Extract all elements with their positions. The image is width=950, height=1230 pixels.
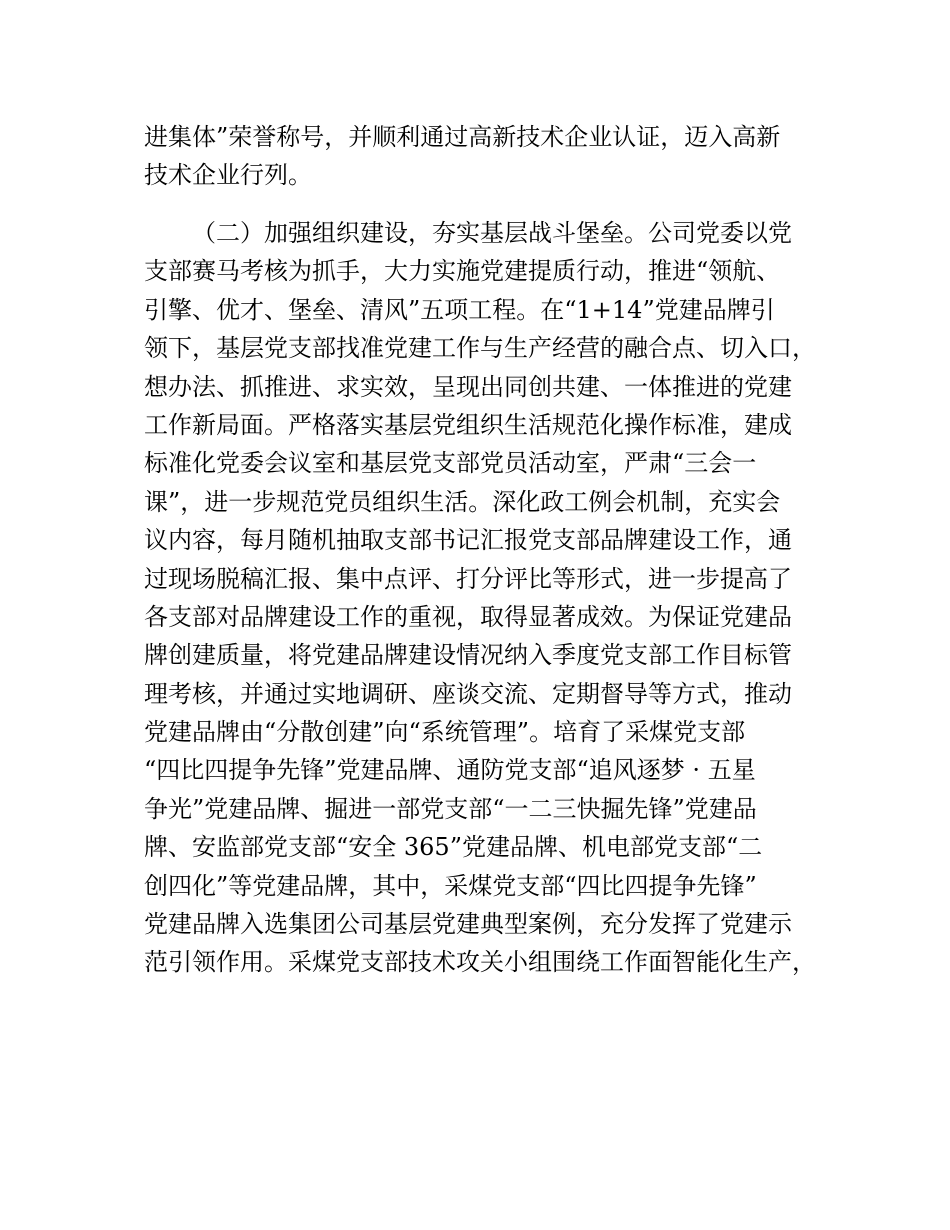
text-line: 标准化党委会议室和基层党支部党员活动室，严肃“三会一 bbox=[144, 449, 757, 478]
paragraph-heading-line: （二）加强组织建设，夯实基层战斗堡垒。公司党委以党 bbox=[192, 219, 792, 247]
text-line: 各支部对品牌建设工作的重视，取得显著成效。为保证党建品 bbox=[144, 602, 792, 631]
text-line: 工作新局面。严格落实基层党组织生活规范化操作标准，建成 bbox=[144, 410, 792, 439]
text-line: 党建品牌由“分散创建”向“系统管理”。培育了采煤党支部 bbox=[144, 718, 746, 747]
text-line: 引擎、优才、堡垒、清风”五项工程。在“1+14”党建品牌引 bbox=[144, 295, 775, 324]
text-line: “四比四提争先锋”党建品牌、通防党支部“追风逐梦 · 五星 bbox=[144, 756, 756, 785]
text-line: 牌、安监部党支部“安全 365”党建品牌、机电部党支部“二 bbox=[144, 833, 763, 862]
text-line: 牌创建质量，将党建品牌建设情况纳入季度党支部工作目标管 bbox=[144, 641, 792, 670]
text-line: 领下，基层党支部找准党建工作与生产经营的融合点、切入口， bbox=[144, 334, 816, 363]
text-line: 课”，进一步规范党员组织生活。深化政工例会机制，充实会 bbox=[144, 487, 781, 516]
text-line: 议内容，每月随机抽取支部书记汇报党支部品牌建设工作，通 bbox=[144, 526, 792, 555]
text-line: 党建品牌入选集团公司基层党建典型案例，充分发挥了党建示 bbox=[144, 910, 792, 939]
text-line: 过现场脱稿汇报、集中点评、打分评比等形式，进一步提高了 bbox=[144, 564, 792, 593]
text-line: 争光”党建品牌、掘进一部党支部“一二三快掘先锋”党建品 bbox=[144, 794, 757, 823]
text-line: 技术企业行列。 bbox=[144, 161, 312, 190]
paragraph-organization-building bbox=[144, 214, 824, 982]
text-line: 范引领作用。采煤党支部技术攻关小组围绕工作面智能化生产， bbox=[144, 948, 816, 977]
text-line: 支部赛马考核为抓手，大力实施党建提质行动，推进“领航、 bbox=[144, 257, 781, 286]
text-line: 想办法、抓推进、求实效，呈现出同创共建、一体推进的党建 bbox=[144, 372, 792, 401]
text-line: 创四化”等党建品牌，其中，采煤党支部“四比四提争先锋” bbox=[144, 871, 757, 900]
text-line: 理考核，并通过实地调研、座谈交流、定期督导等方式，推动 bbox=[144, 679, 792, 708]
text-line: 进集体”荣誉称号，并顺利通过高新技术企业认证，迈入高新 bbox=[144, 123, 781, 151]
paragraph-continuation bbox=[144, 118, 824, 195]
